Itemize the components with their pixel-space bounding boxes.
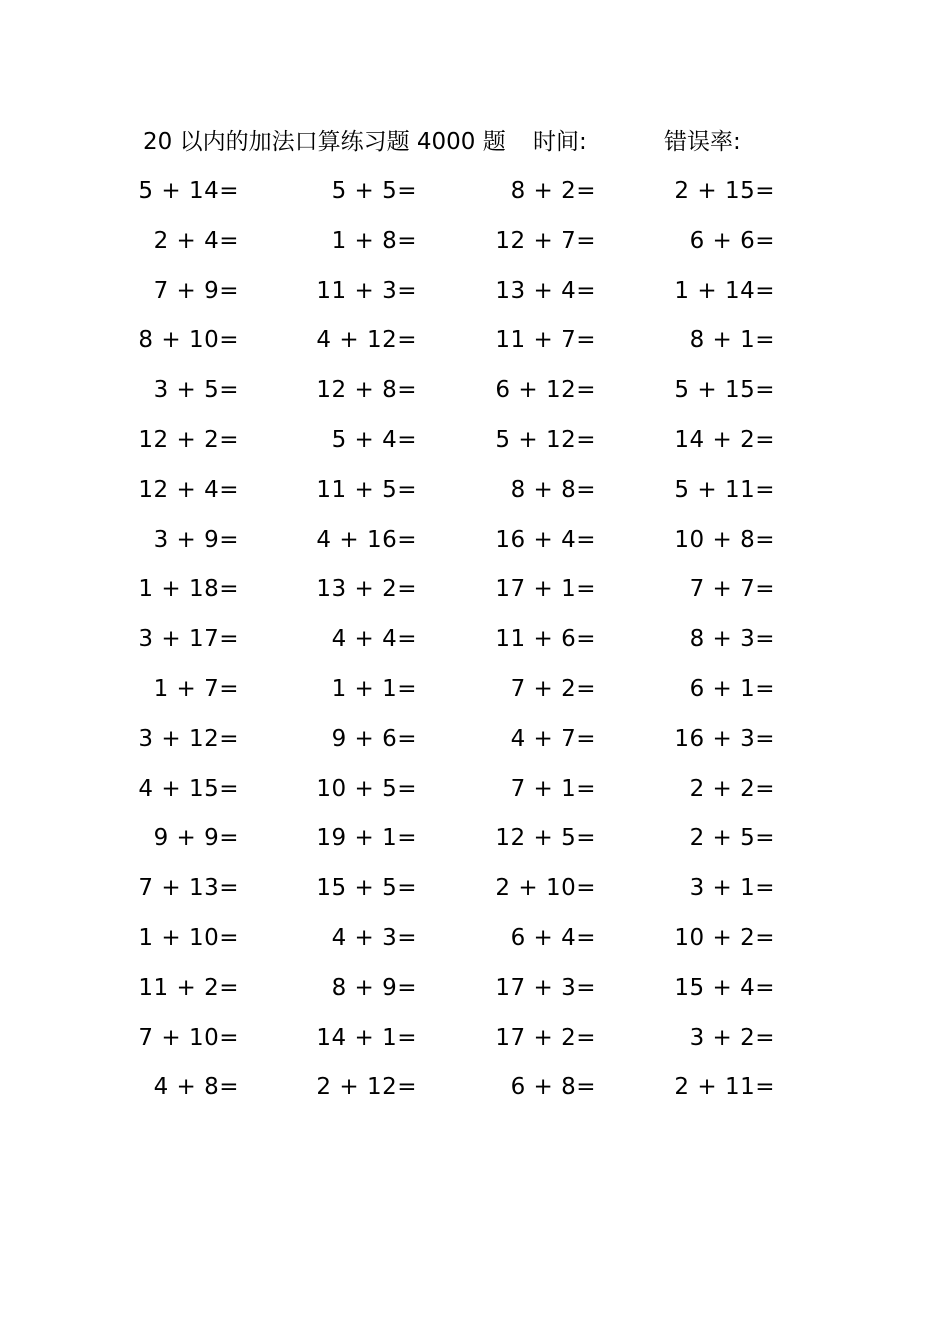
problem-row	[138, 419, 783, 469]
problem-row	[138, 917, 783, 967]
problem: 16 + 3=	[674, 725, 775, 752]
problem: 6 + 6=	[689, 227, 775, 254]
problem: 8 + 8=	[510, 476, 596, 503]
problem: 2 + 10=	[495, 875, 596, 902]
problem: 6 + 12=	[495, 377, 596, 404]
problem: 10 + 5=	[316, 775, 417, 802]
problem: 15 + 4=	[674, 974, 775, 1001]
problem: 7 + 13=	[138, 875, 239, 902]
problem: 2 + 11=	[674, 1074, 775, 1101]
problem-row	[138, 1017, 783, 1067]
problem: 2 + 4=	[153, 227, 239, 254]
problem: 8 + 9=	[331, 974, 417, 1001]
problem: 7 + 10=	[138, 1024, 239, 1051]
problem-row	[143, 220, 783, 270]
problem: 4 + 12=	[316, 327, 417, 354]
problem: 12 + 5=	[495, 825, 596, 852]
problem: 12 + 2=	[138, 426, 239, 453]
problem: 14 + 2=	[674, 426, 775, 453]
problem: 13 + 4=	[495, 277, 596, 304]
problem: 7 + 1=	[510, 775, 596, 802]
problem: 3 + 17=	[138, 626, 239, 653]
problem: 7 + 9=	[153, 277, 239, 304]
problem: 2 + 12=	[316, 1074, 417, 1101]
problem: 12 + 4=	[138, 476, 239, 503]
problem: 5 + 11=	[674, 476, 775, 503]
problem: 6 + 4=	[510, 924, 596, 951]
problem: 2 + 15=	[674, 178, 775, 204]
time-label: 时间:	[533, 129, 587, 155]
problem: 3 + 1=	[689, 875, 775, 902]
problem: 11 + 5=	[316, 476, 417, 503]
problem: 1 + 8=	[331, 227, 417, 254]
problem-row	[138, 170, 783, 220]
problem: 1 + 10=	[138, 924, 239, 951]
problem: 3 + 9=	[153, 526, 239, 553]
problem-row	[143, 519, 783, 569]
problem: 12 + 7=	[495, 227, 596, 254]
problem: 5 + 4=	[331, 426, 417, 453]
problem-row	[143, 668, 783, 718]
problem: 11 + 2=	[138, 974, 239, 1001]
problem: 1 + 14=	[674, 277, 775, 304]
problem-row	[138, 469, 783, 519]
problem: 14 + 1=	[316, 1024, 417, 1051]
problem-row	[138, 768, 783, 818]
problem: 16 + 4=	[495, 526, 596, 553]
problem: 7 + 7=	[689, 576, 775, 603]
problem: 11 + 6=	[495, 626, 596, 653]
problem-row	[143, 270, 783, 320]
problem: 11 + 3=	[316, 277, 417, 304]
problem: 3 + 5=	[153, 377, 239, 404]
problem: 17 + 3=	[495, 974, 596, 1001]
problem: 5 + 5=	[331, 178, 417, 204]
problem: 12 + 8=	[316, 377, 417, 404]
problem: 4 + 16=	[316, 526, 417, 553]
problem: 4 + 15=	[138, 775, 239, 802]
problem: 4 + 8=	[153, 1074, 239, 1101]
problem: 5 + 14=	[138, 178, 239, 204]
problem: 3 + 12=	[138, 725, 239, 752]
problem: 4 + 3=	[331, 924, 417, 951]
problem: 7 + 2=	[510, 675, 596, 702]
problem: 9 + 6=	[331, 725, 417, 752]
problem: 15 + 5=	[316, 875, 417, 902]
problem: 2 + 2=	[689, 775, 775, 802]
problem-row	[143, 1066, 783, 1116]
problem: 4 + 7=	[510, 725, 596, 752]
problem: 17 + 1=	[495, 576, 596, 603]
problem: 6 + 8=	[510, 1074, 596, 1101]
problem-row	[143, 369, 783, 419]
problem-row	[138, 718, 783, 768]
problem: 8 + 2=	[510, 178, 596, 204]
problem: 4 + 4=	[331, 626, 417, 653]
worksheet-title: 20 以内的加法口算练习题 4000 题	[143, 129, 506, 155]
problem: 11 + 7=	[495, 327, 596, 354]
problem-grid	[138, 170, 783, 1116]
problem: 8 + 1=	[689, 327, 775, 354]
problem-row	[138, 319, 783, 369]
problem-row	[143, 817, 783, 867]
problem-row	[138, 967, 783, 1017]
problem: 9 + 9=	[153, 825, 239, 852]
problem: 5 + 12=	[495, 426, 596, 453]
problem: 1 + 7=	[153, 675, 239, 702]
problem: 2 + 5=	[689, 825, 775, 852]
problem-row	[138, 568, 783, 618]
problem: 5 + 15=	[674, 377, 775, 404]
problem: 10 + 8=	[674, 526, 775, 553]
problem: 10 + 2=	[674, 924, 775, 951]
problem: 6 + 1=	[689, 675, 775, 702]
error-rate-label: 错误率:	[664, 129, 741, 155]
problem: 3 + 2=	[689, 1024, 775, 1051]
problem: 13 + 2=	[316, 576, 417, 603]
problem: 1 + 1=	[331, 675, 417, 702]
problem: 8 + 10=	[138, 327, 239, 354]
worksheet-header	[143, 124, 783, 160]
problem-row	[138, 867, 783, 917]
problem: 1 + 18=	[138, 576, 239, 603]
problem: 8 + 3=	[689, 626, 775, 653]
problem: 17 + 2=	[495, 1024, 596, 1051]
problem: 19 + 1=	[316, 825, 417, 852]
problem-row	[138, 618, 783, 668]
